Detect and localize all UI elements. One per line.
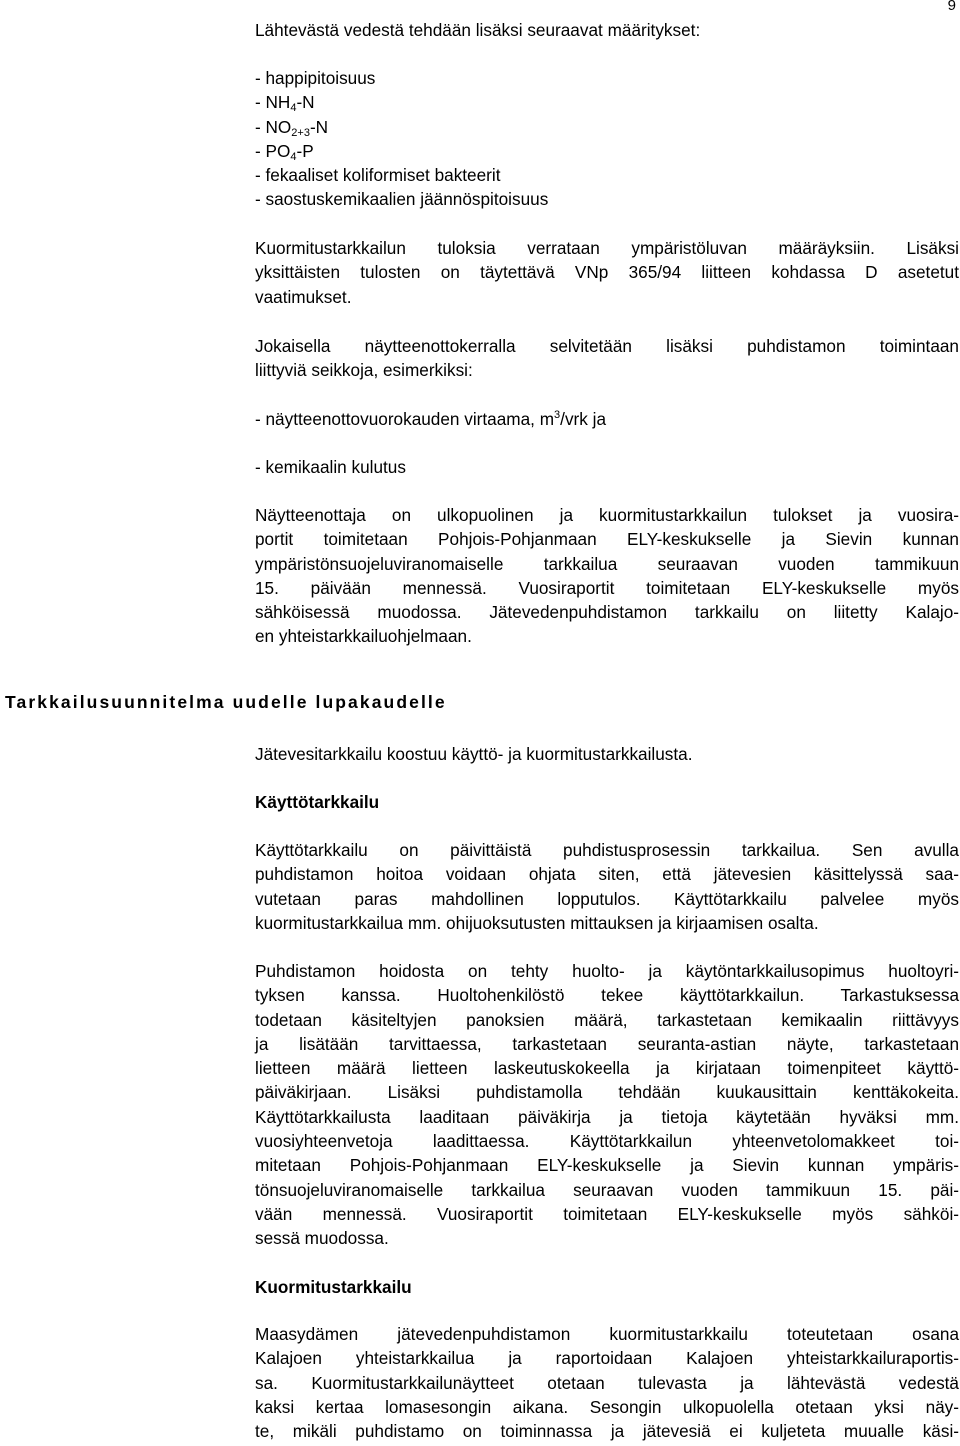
text-line: Maasydämen jätevedenpuhdistamon kuormitustarkkailu toteutetaan osana — [255, 1324, 959, 1344]
parameter-prefix: - PO — [255, 140, 291, 161]
text-line: ympäristönsuojeluviranomaiselle tarkkailua seuraavan vuoden tammikuun — [255, 553, 959, 574]
text-line: todetaan käsiteltyjen panoksien määrä, tarkastetaan kemikaalin riittävyys — [255, 1009, 959, 1030]
text-line: Kuormitustarkkailun tuloksia verrataan ympäristöluvan määräyksiin. Lisäksi — [255, 238, 959, 258]
page-number: 9 — [947, 0, 956, 14]
chemical-list-item: - kemikaalin kulutus — [255, 457, 406, 477]
text-line: yksittäisten tulosten on täytettävä VNp 365/94 liitteen kohdassa D asetetut — [255, 262, 959, 283]
sampling-paragraph — [255, 334, 959, 383]
parameter-suffix: -P — [296, 140, 314, 161]
parameter-subscript: 2+3 — [291, 126, 310, 139]
text-line: liittyviä seikkoja, esimerkiksi: — [255, 360, 473, 381]
text-line: Kalajoen yhteistarkkailua ja raportoidaan Kalajoen yhteistarkkailuraportis- — [255, 1348, 959, 1369]
text-line: Käyttötarkkailu on päivittäistä puhdistusprosessin tarkkailua. Sen avulla — [255, 840, 959, 860]
text-line: Käyttötarkkailusta laaditaan päiväkirja ja tietoja käytetään hyväksi mm. — [255, 1106, 959, 1127]
text-line: en yhteistarkkailuohjelmaan. — [255, 626, 472, 647]
text-line: te, mikäli puhdistamo on toiminnassa ja jätevesiä ei kuljeteta muualle käsi- — [255, 1421, 959, 1442]
text-line: portit toimitetaan Pohjois-Pohjanmaan ELY-keskukselle ja Sievin kunnan — [255, 529, 959, 550]
text-line: Näytteenottaja on ulkopuolinen ja kuormitustarkkailun tulokset ja vuosira- — [255, 505, 959, 525]
text-line: lietteen määrä lietteen laskeutuskokeella ja kirjataan toimenpiteet käyttö- — [255, 1058, 959, 1079]
text-line: sähköisessä muodossa. Jätevedenpuhdistamon tarkkailu on liitetty Kalajo- — [255, 602, 959, 623]
text-line: puhdistamon hoitoa voidaan ohjata siten, että jätevesien käsittelyssä saa- — [255, 864, 959, 885]
load-paragraph — [255, 1322, 959, 1443]
parameter-suffix: -N — [309, 116, 329, 137]
text-line: Jokaisella näytteenottokerralla selvitetään lisäksi puhdistamon toimintaan — [255, 336, 959, 356]
subhead-load: Kuormitustarkkailu — [255, 1277, 412, 1297]
parameter-item — [255, 66, 959, 90]
section-title: Tarkkailusuunnitelma uudelle lupakaudelle — [5, 692, 447, 712]
text-line: 15. päivään mennessä. Vuosiraportit toimitetaan ELY-keskukselle myös — [255, 577, 959, 598]
text-line: kuormitustarkkailua mm. ohijuoksutusten mittauksen ja kirjaamisen osalta. — [255, 912, 819, 933]
text-line: Puhdistamon hoidosta on tehty huolto- ja käytöntarkkailusopimus huoltoyri- — [255, 961, 959, 981]
text-line: vuosiyhteenvetoja laadittaessa. Käyttötarkkailun yhteenvetolomakkeet toi- — [255, 1131, 959, 1152]
parameter-prefix: - NO — [255, 116, 292, 137]
parameter-item — [255, 187, 959, 211]
reporting-paragraph — [255, 503, 959, 649]
flow-item-suffix: /vrk ja — [560, 409, 607, 429]
parameter-item — [255, 163, 959, 187]
text-line: vään mennessä. Vuosiraportit toimitetaan ELY-keskukselle myös sähköi- — [255, 1203, 959, 1224]
operational-paragraph-1 — [255, 838, 959, 935]
parameter-prefix: - happipitoisuus — [255, 68, 376, 88]
flow-list-item — [255, 407, 959, 431]
text-line: sessä muodossa. — [255, 1228, 389, 1249]
comparison-paragraph — [255, 236, 959, 309]
text-line: tönsuojeluviranomaiselle tarkkailua seuraavan vuoden tammikuun 15. päi- — [255, 1179, 959, 1200]
parameter-item — [255, 90, 959, 114]
text-line: sa. Kuormitustarkkailunäytteet otetaan tulevasta ja lähtevästä vedestä — [255, 1372, 959, 1393]
flow-item-sup: 3 — [554, 409, 561, 421]
parameter-subscript: 4 — [290, 102, 297, 115]
section-intro: Jätevesitarkkailu koostuu käyttö- ja kuormitustarkkailusta. — [255, 744, 693, 764]
text-line: vutetaan paras mahdollinen lopputulos. Käyttötarkkailu palvelee myös — [255, 888, 959, 909]
text-line: ja lisätään tarvittaessa, tarkastetaan seuranta-astian näyte, tarkastetaan — [255, 1033, 959, 1054]
flow-item-prefix: - näytteenottovuorokauden virtaama, m — [255, 409, 555, 429]
text-line: kaksi kertaa lomasesongin aikana. Sesongin ulkopuolella otetaan yksi näy- — [255, 1396, 959, 1417]
parameter-item — [255, 139, 959, 163]
intro-text: Lähtevästä vedestä tehdään lisäksi seuraavat määritykset: — [255, 20, 701, 40]
parameter-item — [255, 115, 959, 139]
text-line: vaatimukset. — [255, 286, 352, 307]
operational-paragraph-2 — [255, 959, 959, 1251]
parameter-suffix: -N — [296, 92, 315, 113]
text-line: päiväkirjaan. Lisäksi puhdistamolla tehdään kuukausittain kenttäkokeita. — [255, 1082, 959, 1103]
parameter-subscript: 4 — [290, 150, 297, 163]
parameter-prefix: - fekaaliset koliformiset bakteerit — [255, 165, 501, 186]
text-line: tyksen kanssa. Huoltohenkilöstö tekee käyttötarkkailun. Tarkastuksessa — [255, 985, 959, 1006]
text-line: mitetaan Pohjois-Pohjanmaan ELY-keskukselle ja Sievin kunnan ympäris- — [255, 1155, 959, 1176]
parameter-prefix: - saostuskemikaalien jäännöspitoisuus — [255, 189, 549, 210]
parameter-prefix: - NH — [255, 92, 291, 113]
parameter-list — [255, 66, 959, 212]
subhead-operational: Käyttötarkkailu — [255, 792, 380, 812]
